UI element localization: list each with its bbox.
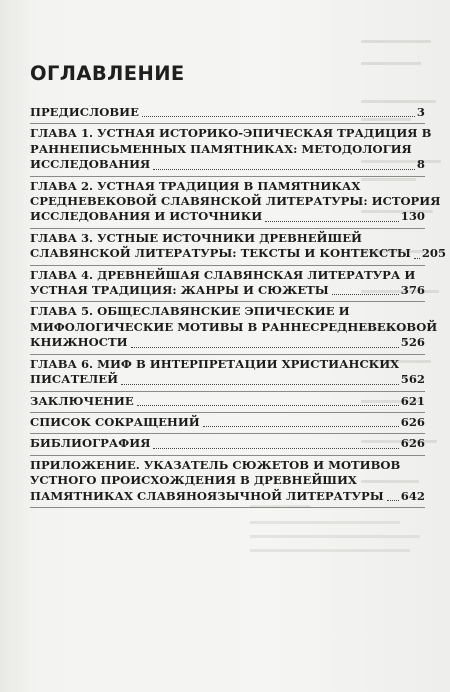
toc-entry-final-line	[30, 105, 425, 120]
dot-leader	[265, 221, 399, 222]
page-number: 626	[400, 436, 425, 451]
page-number: 626	[400, 414, 425, 429]
toc-entry-final-line	[30, 157, 425, 172]
dot-leader	[414, 258, 420, 259]
page-number: 376	[400, 283, 425, 298]
toc-entry	[30, 229, 447, 266]
toc-entry	[30, 266, 425, 303]
toc-entry-title-line: ИССЛЕДОВАНИЯ	[30, 157, 151, 172]
toc-entry	[30, 456, 425, 508]
toc-entry-title-line: ГЛАВА 5. ОБЩЕСЛАВЯНСКИЕ ЭПИЧЕСКИЕ И	[30, 304, 350, 319]
dot-leader	[153, 169, 415, 170]
toc-entry-title-line: ПРЕДИСЛОВИЕ	[30, 105, 139, 119]
page-number: 526	[400, 335, 425, 350]
toc-entry-title-line: ПИСАТЕЛЕЙ	[30, 372, 119, 387]
toc-entry-title-line: БИБЛИОГРАФИЯ	[30, 436, 151, 451]
page-number: 642	[400, 488, 425, 503]
dot-leader	[137, 405, 399, 406]
toc-entry-final-line	[30, 394, 425, 409]
dot-leader	[203, 426, 399, 427]
toc-entry-final-line	[30, 372, 425, 387]
page-number: 8	[416, 157, 425, 172]
toc-entry-title-line: ИССЛЕДОВАНИЯ И ИСТОЧНИКИ	[30, 209, 263, 224]
page-number: 621	[400, 393, 425, 408]
dot-leader	[121, 384, 399, 385]
toc-entry	[30, 103, 425, 124]
dot-leader	[142, 116, 415, 117]
page-number: 130	[400, 209, 425, 224]
toc-entry	[30, 302, 438, 354]
toc-entry	[30, 124, 432, 176]
toc-entry-title-line: СРЕДНЕВЕКОВОЙ СЛАВЯНСКОЙ ЛИТЕРАТУРЫ: ИСТОРИЯ	[30, 194, 441, 209]
dot-leader	[332, 294, 399, 295]
toc-entry-final-line	[30, 489, 425, 504]
toc-entry-title-line: ЗАКЛЮЧЕНИЕ	[30, 393, 134, 408]
toc-entry-final-line	[30, 209, 425, 224]
toc-entry-title-line: КНИЖНОСТИ	[30, 335, 128, 350]
toc-entry-title-line: СПИСОК СОКРАЩЕНИЙ	[30, 414, 200, 429]
toc-entry-title-line: ГЛАВА 2. УСТНАЯ ТРАДИЦИЯ В ПАМЯТНИКАХ	[30, 178, 361, 193]
table-of-contents	[30, 103, 447, 508]
dot-leader	[387, 500, 399, 501]
toc-entry	[30, 355, 425, 392]
toc-entry-title-line: МИФОЛОГИЧЕСКИЕ МОТИВЫ В РАННЕСРЕДНЕВЕКОВОЙ	[30, 319, 438, 334]
page-number: 3	[416, 105, 425, 119]
toc-entry-final-line	[30, 283, 425, 298]
toc-entry-title-line: ПАМЯТНИКАХ СЛАВЯНОЯЗЫЧНОЙ ЛИТЕРАТУРЫ	[30, 488, 384, 503]
show-through-text-lower	[250, 505, 430, 585]
toc-entry-title-line: ГЛАВА 4. ДРЕВНЕЙШАЯ СЛАВЯНСКАЯ ЛИТЕРАТУРА И	[30, 267, 416, 282]
toc-entry-title-line: ГЛАВА 3. УСТНЫЕ ИСТОЧНИКИ ДРЕВНЕЙШЕЙ	[30, 230, 362, 245]
dot-leader	[153, 448, 398, 449]
toc-title: ОГЛАВЛЕНИЕ	[30, 62, 185, 85]
toc-entry	[30, 392, 425, 413]
toc-entry-final-line	[30, 415, 425, 430]
toc-entry-final-line	[30, 335, 425, 350]
toc-entry	[30, 177, 441, 229]
dot-leader	[131, 347, 399, 348]
toc-entry-final-line	[30, 436, 425, 451]
toc-entry	[30, 434, 425, 455]
toc-entry-title-line: УСТНОГО ПРОИСХОЖДЕНИЯ В ДРЕВНЕЙШИХ	[30, 473, 357, 488]
toc-entry-title-line: ГЛАВА 1. УСТНАЯ ИСТОРИКО-ЭПИЧЕСКАЯ ТРАДИЦИЯ В	[30, 126, 432, 141]
toc-entry-title-line: СЛАВЯНСКОЙ ЛИТЕРАТУРЫ: ТЕКСТЫ И КОНТЕКСТЫ	[30, 246, 411, 261]
toc-entry-title-line: ПРИЛОЖЕНИЕ. УКАЗАТЕЛЬ СЮЖЕТОВ И МОТИВОВ	[30, 457, 401, 472]
toc-entry-title-line: ГЛАВА 6. МИФ В ИНТЕРПРЕТАЦИИ ХРИСТИАНСКИХ	[30, 356, 400, 371]
toc-entry	[30, 413, 425, 434]
page-number: 562	[400, 372, 425, 387]
toc-entry-title-line: РАННЕПИСЬМЕННЫХ ПАМЯТНИКАХ: МЕТОДОЛОГИЯ	[30, 141, 412, 156]
toc-entry-title-line: УСТНАЯ ТРАДИЦИЯ: ЖАНРЫ И СЮЖЕТЫ	[30, 283, 329, 298]
toc-entry-final-line	[30, 246, 447, 261]
page-number: 205	[421, 246, 447, 261]
